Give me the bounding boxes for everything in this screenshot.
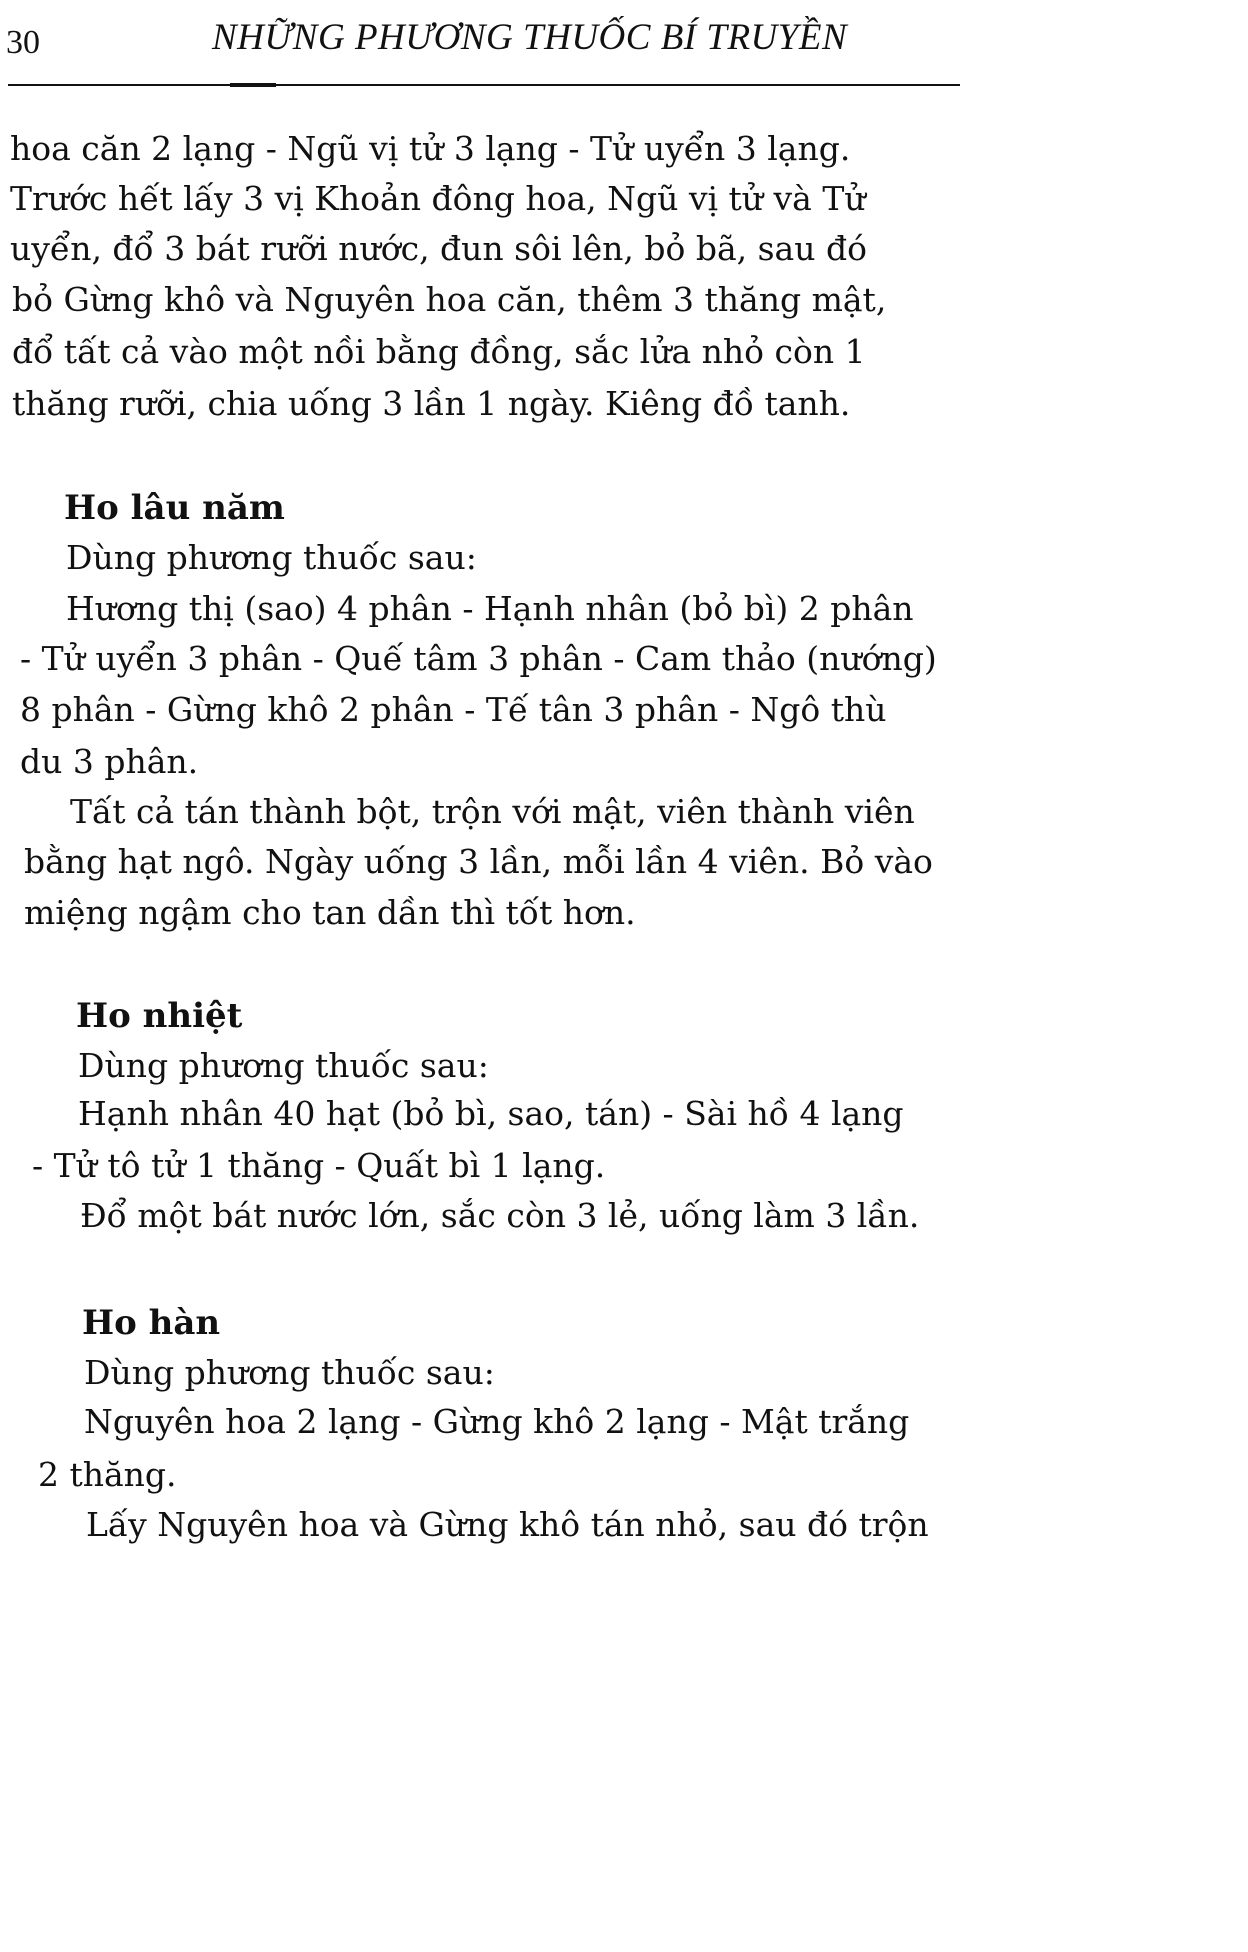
text-line: - Tử tô tử 1 thăng - Quất bì 1 lạng. [32,1146,606,1185]
text-line: Dùng phương thuốc sau: [78,1046,489,1085]
text-line: uyển, đổ 3 bát rưỡi nước, đun sôi lên, bỏ bã, sau đó [10,229,867,268]
text-line: Nguyên hoa 2 lạng - Gừng khô 2 lạng - Mật trắng [84,1402,910,1441]
page-header [0,0,994,100]
section-heading: Ho lâu năm [64,488,285,528]
text-line: Dùng phương thuốc sau: [84,1353,495,1392]
section-heading: Ho hàn [82,1303,221,1343]
header-rule-accent [230,83,276,87]
header-rule [8,84,960,86]
text-line: thăng rưỡi, chia uống 3 lần 1 ngày. Kiêng đồ tanh. [12,384,851,423]
text-line: Dùng phương thuốc sau: [66,538,477,577]
text-line: Trước hết lấy 3 vị Khoản đông hoa, Ngũ vị tử và Tử [10,179,866,218]
text-line: Hương thị (sao) 4 phân - Hạnh nhân (bỏ bì) 2 phân [66,589,914,628]
text-line: hoa căn 2 lạng - Ngũ vị tử 3 lạng - Tử uyển 3 lạng. [10,129,851,168]
text-line: 2 thăng. [38,1455,177,1494]
text-line: - Tử uyển 3 phân - Quế tâm 3 phân - Cam thảo (nướng) [20,639,937,678]
running-title: NHỮNG PHƯƠNG THUỐC BÍ TRUYỀN [212,17,848,58]
text-line: đổ tất cả vào một nồi bằng đồng, sắc lửa nhỏ còn 1 [12,332,866,371]
section-heading: Ho nhiệt [76,996,243,1036]
text-line: Đổ một bát nước lớn, sắc còn 3 lẻ, uống làm 3 lần. [80,1196,920,1235]
text-line: bỏ Gừng khô và Nguyên hoa căn, thêm 3 thăng mật, [12,280,887,319]
text-line: 8 phân - Gừng khô 2 phân - Tế tân 3 phân - Ngô thù [20,690,887,729]
text-line: Lấy Nguyên hoa và Gừng khô tán nhỏ, sau đó trộn [86,1505,929,1544]
text-line: miệng ngậm cho tan dần thì tốt hơn. [24,893,636,932]
text-line: bằng hạt ngô. Ngày uống 3 lần, mỗi lần 4 viên. Bỏ vào [24,842,933,881]
text-line: Tất cả tán thành bột, trộn với mật, viên thành viên [70,792,915,831]
page-number: 30 [6,24,40,61]
text-line: du 3 phân. [20,742,199,781]
text-line: Hạnh nhân 40 hạt (bỏ bì, sao, tán) - Sài hồ 4 lạng [78,1094,904,1133]
